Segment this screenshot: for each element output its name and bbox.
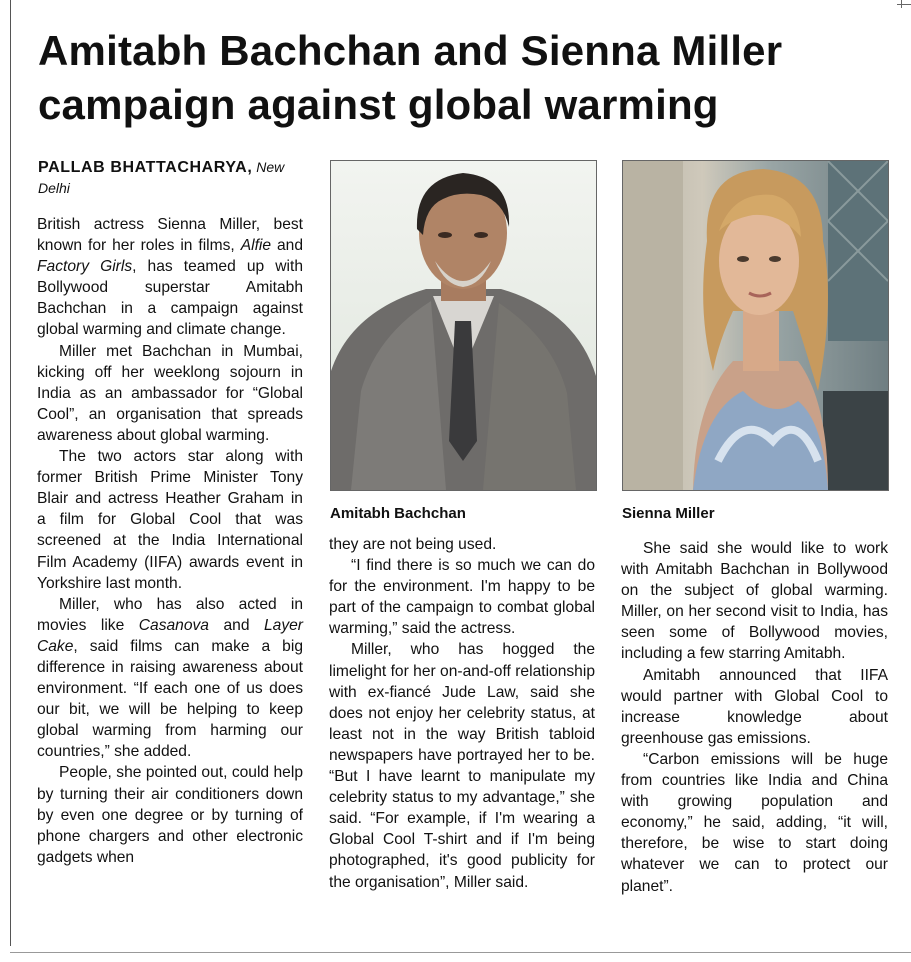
paragraph: Miller, who has hogged the limelight for her on-and-off relationship with ex-fiancé Jude Law, said she does not enjoy her celebrity status, at least not in the way British tabloid newspapers have portrayed her to be. “But I have learnt to manipulate my celebrity status to my advantage,” she said. “For example, if I'm wearing a Global Cool T-shirt and if I'm being photographed, it's good publicity for the organisation”, Miller said.	[329, 641, 595, 891]
photo-caption-sienna: Sienna Miller	[622, 505, 715, 522]
paragraph: “Carbon emissions will be huge from countries like India and China with growing population and economy,” he said, adding, “it will, therefore, be wise to start doing whatever we can to protect our planet”.	[621, 750, 888, 895]
article-column-3	[621, 538, 888, 897]
paragraph: Miller, who has also acted in movies like Casanova and Layer Cake, said films can make a big difference in raising awareness about environment. “If each one of us does our bit, we will be helping to keep global warming from harming our countries,” she added.	[37, 595, 303, 761]
left-column-rule	[10, 0, 11, 946]
byline-place: New Delhi	[38, 159, 285, 196]
paragraph: they are not being used.	[329, 536, 497, 553]
corner-mark	[897, 0, 911, 8]
paragraph: British actress Sienna Miller, best known for her roles in films, Alfie and Factory Girls, has teamed up with Bollywood superstar Amitabh Bachchan in a campaign against global warming and climate change.	[37, 216, 303, 339]
photo-sienna-miller	[622, 160, 889, 491]
byline	[38, 157, 308, 199]
photo-amitabh-bachchan	[330, 160, 597, 491]
photo-caption-amitabh: Amitabh Bachchan	[330, 505, 466, 522]
paragraph: She said she would like to work with Amitabh Bachchan in Bollywood on the subject of global warming. Miller, on her second visit to India, has seen some of Bollywood movies, including a few starring Amitabh.	[621, 540, 888, 663]
portrait-illustration	[623, 161, 888, 490]
article-column-2	[329, 534, 595, 893]
paragraph: Miller met Bachchan in Mumbai, kicking off her weeklong sojourn in India as an ambassador for “Global Cool”, an organisation that spreads awareness about global warming.	[37, 342, 303, 444]
article-headline: Amitabh Bachchan and Sienna Miller campaign against global warming	[38, 27, 783, 128]
paragraph: Amitabh announced that IIFA would partner with Global Cool to increase knowledge about greenhouse gas emissions.	[621, 666, 888, 747]
bottom-rule	[10, 952, 911, 953]
byline-author: PALLAB BHATTACHARYA,	[38, 159, 253, 176]
portrait-illustration	[331, 161, 596, 490]
paragraph: The two actors star along with former British Prime Minister Tony Blair and actress Heather Graham in a film for Global Cool that was screened at the India International Film Academy (IIFA) awards event in Yorkshire last month.	[37, 448, 303, 592]
article-column-1	[37, 214, 303, 868]
paragraph: People, she pointed out, could help by turning their air conditioners down by even one degree or by turning of phone chargers and other electronic gadgets when	[37, 764, 303, 866]
paragraph: “I find there is so much we can do for the environment. I'm happy to be part of the campaign to combat global warming,” said the actress.	[329, 557, 595, 638]
